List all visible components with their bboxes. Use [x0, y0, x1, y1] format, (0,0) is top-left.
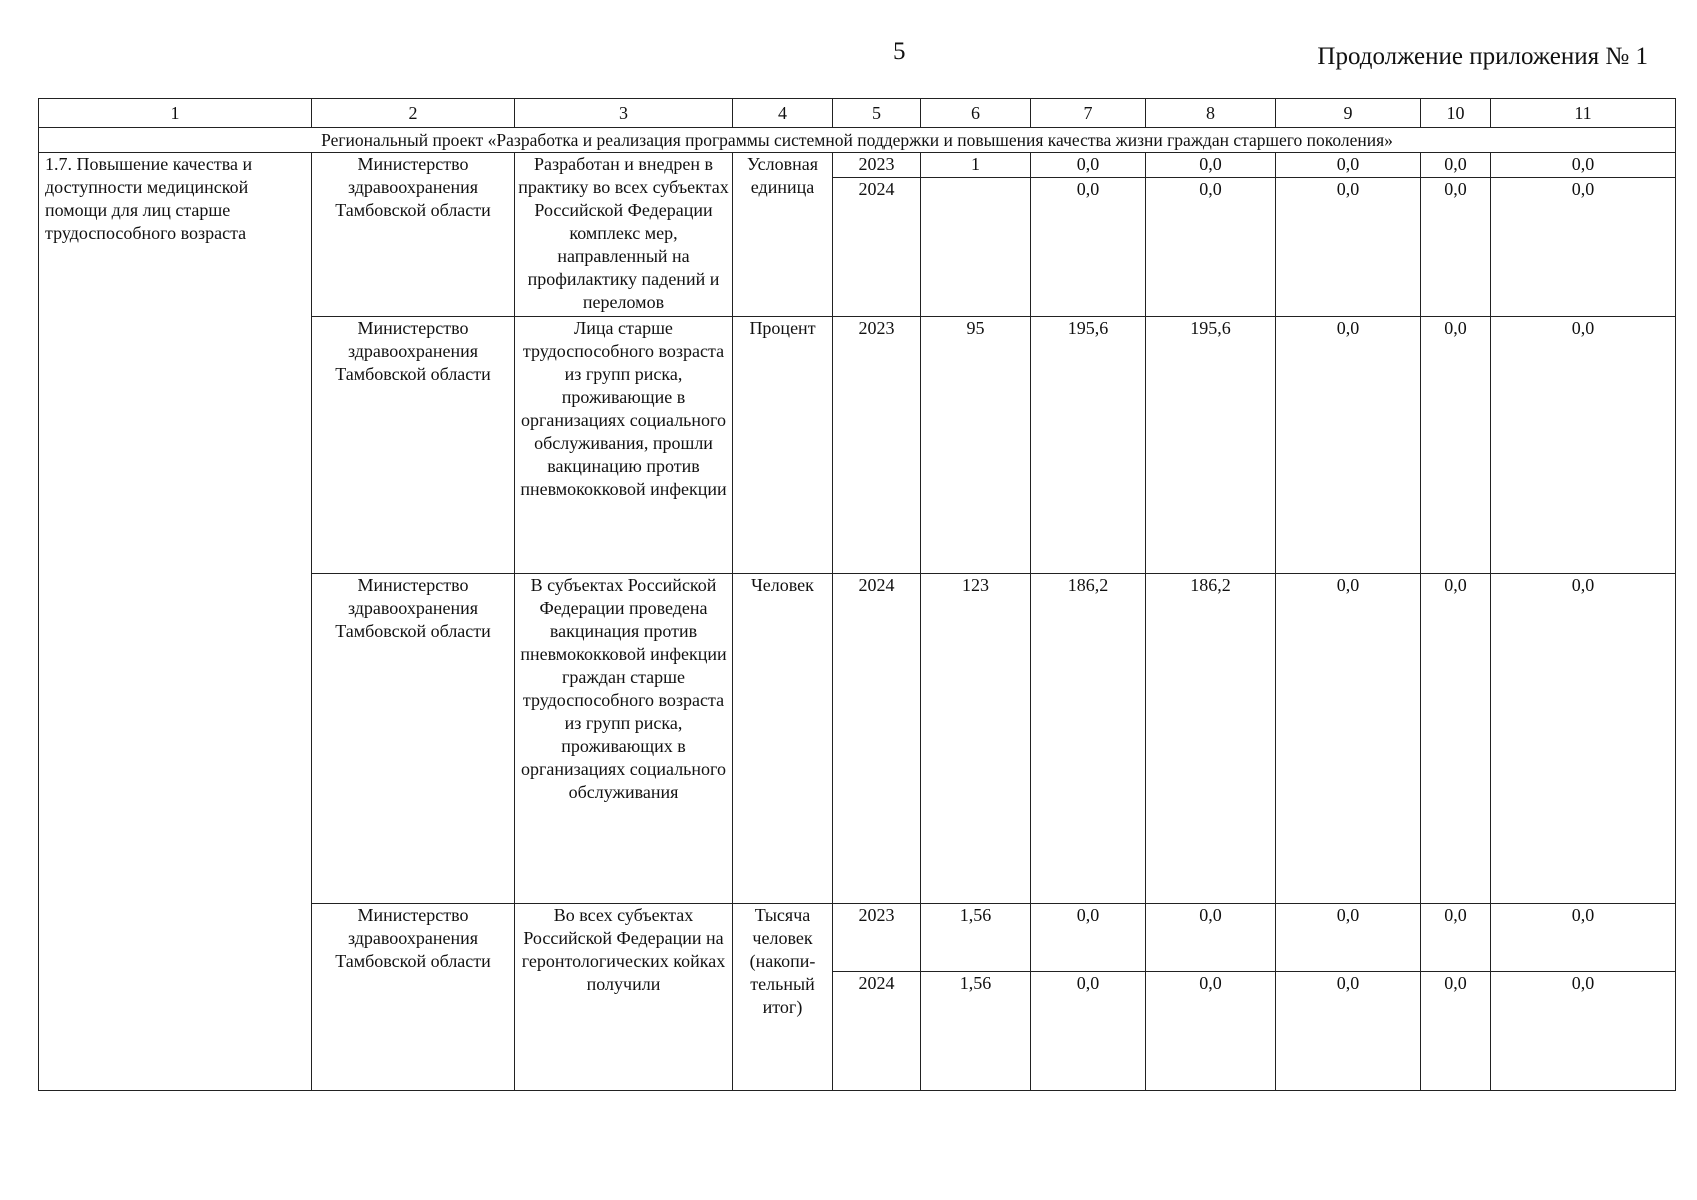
column-number: 10: [1421, 99, 1491, 128]
value-cell: 0,0: [1276, 153, 1421, 177]
result-cell: Лица старше трудоспособного возраста из групп риска, проживающие в организациях социального обслуживания, прошли вакцинацию против пневмококковой инфекции: [515, 316, 733, 573]
value-cell: 0,0: [1421, 904, 1491, 972]
value-cell: 0,0: [1491, 316, 1676, 573]
unit-cell: Условная единица: [733, 153, 833, 316]
data-table: [38, 98, 1676, 1091]
value-cell: 0,0: [1421, 153, 1491, 177]
column-number: 6: [921, 99, 1031, 128]
year-cell: 2023: [833, 153, 921, 177]
value-cell: 186,2: [1146, 574, 1276, 904]
value-cell: 0,0: [1031, 971, 1146, 1090]
result-cell: Разработан и внедрен в практику во всех субъектах Российской Федерации комплекс мер, направленный на профилактику падений и переломов: [515, 153, 733, 316]
column-number: 1: [39, 99, 312, 128]
value-cell: 0,0: [1491, 971, 1676, 1090]
value-cell: 0,0: [1031, 904, 1146, 972]
result-cell: Во всех субъектах Российской Федерации на геронтологических койках получили: [515, 904, 733, 1091]
value-cell: 1,56: [921, 971, 1031, 1090]
unit-cell: Тысяча человек (накопи-тельный итог): [733, 904, 833, 1091]
value-cell: 0,0: [1491, 904, 1676, 972]
value-cell: 0,0: [1491, 177, 1676, 316]
value-cell: 123: [921, 574, 1031, 904]
value-cell: 0,0: [1421, 574, 1491, 904]
value-cell: 195,6: [1146, 316, 1276, 573]
unit-cell: Человек: [733, 574, 833, 904]
continuation-label: Продолжение приложения № 1: [1317, 43, 1648, 70]
value-cell: 0,0: [1421, 971, 1491, 1090]
table-row: [39, 153, 1676, 177]
value-cell: 0,0: [1276, 574, 1421, 904]
value-cell: 0,0: [1031, 177, 1146, 316]
year-cell: 2023: [833, 316, 921, 573]
page-number: 5: [893, 38, 906, 65]
project-title-row: [39, 128, 1676, 153]
responsible-cell: Министерство здравоохранения Тамбовской области: [312, 316, 515, 573]
value-cell: 0,0: [1146, 177, 1276, 316]
value-cell: [921, 177, 1031, 316]
year-cell: 2024: [833, 574, 921, 904]
value-cell: 0,0: [1146, 904, 1276, 972]
column-number: 3: [515, 99, 733, 128]
responsible-cell: Министерство здравоохранения Тамбовской области: [312, 904, 515, 1091]
column-number: 11: [1491, 99, 1676, 128]
column-number: 9: [1276, 99, 1421, 128]
value-cell: 186,2: [1031, 574, 1146, 904]
value-cell: 0,0: [1146, 153, 1276, 177]
value-cell: 0,0: [1276, 904, 1421, 972]
column-number: 5: [833, 99, 921, 128]
value-cell: 0,0: [1031, 153, 1146, 177]
responsible-cell: Министерство здравоохранения Тамбовской области: [312, 574, 515, 904]
unit-cell: Процент: [733, 316, 833, 573]
value-cell: 0,0: [1276, 971, 1421, 1090]
value-cell: 95: [921, 316, 1031, 573]
section-name: 1.7. Повышение качества и доступности медицинской помощи для лиц старше трудоспособного возраста: [39, 153, 312, 1091]
project-title: Региональный проект «Разработка и реализация программы системной поддержки и повышения качества жизни граждан старшего поколения»: [39, 128, 1676, 153]
value-cell: 195,6: [1031, 316, 1146, 573]
value-cell: 0,0: [1491, 153, 1676, 177]
value-cell: 0,0: [1421, 316, 1491, 573]
value-cell: 0,0: [1146, 971, 1276, 1090]
year-cell: 2024: [833, 971, 921, 1090]
result-cell: В субъектах Российской Федерации проведена вакцинация против пневмококковой инфекции граждан старше трудоспособного возраста из групп риска, проживающих в организациях социального обслуживания: [515, 574, 733, 904]
value-cell: 0,0: [1421, 177, 1491, 316]
value-cell: 0,0: [1491, 574, 1676, 904]
value-cell: 0,0: [1276, 177, 1421, 316]
year-cell: 2023: [833, 904, 921, 972]
column-number: 8: [1146, 99, 1276, 128]
year-cell: 2024: [833, 177, 921, 316]
column-number: 2: [312, 99, 515, 128]
value-cell: 1: [921, 153, 1031, 177]
column-number-row: [39, 99, 1676, 128]
column-number: 7: [1031, 99, 1146, 128]
responsible-cell: Министерство здравоохранения Тамбовской области: [312, 153, 515, 316]
column-number: 4: [733, 99, 833, 128]
value-cell: 1,56: [921, 904, 1031, 972]
value-cell: 0,0: [1276, 316, 1421, 573]
